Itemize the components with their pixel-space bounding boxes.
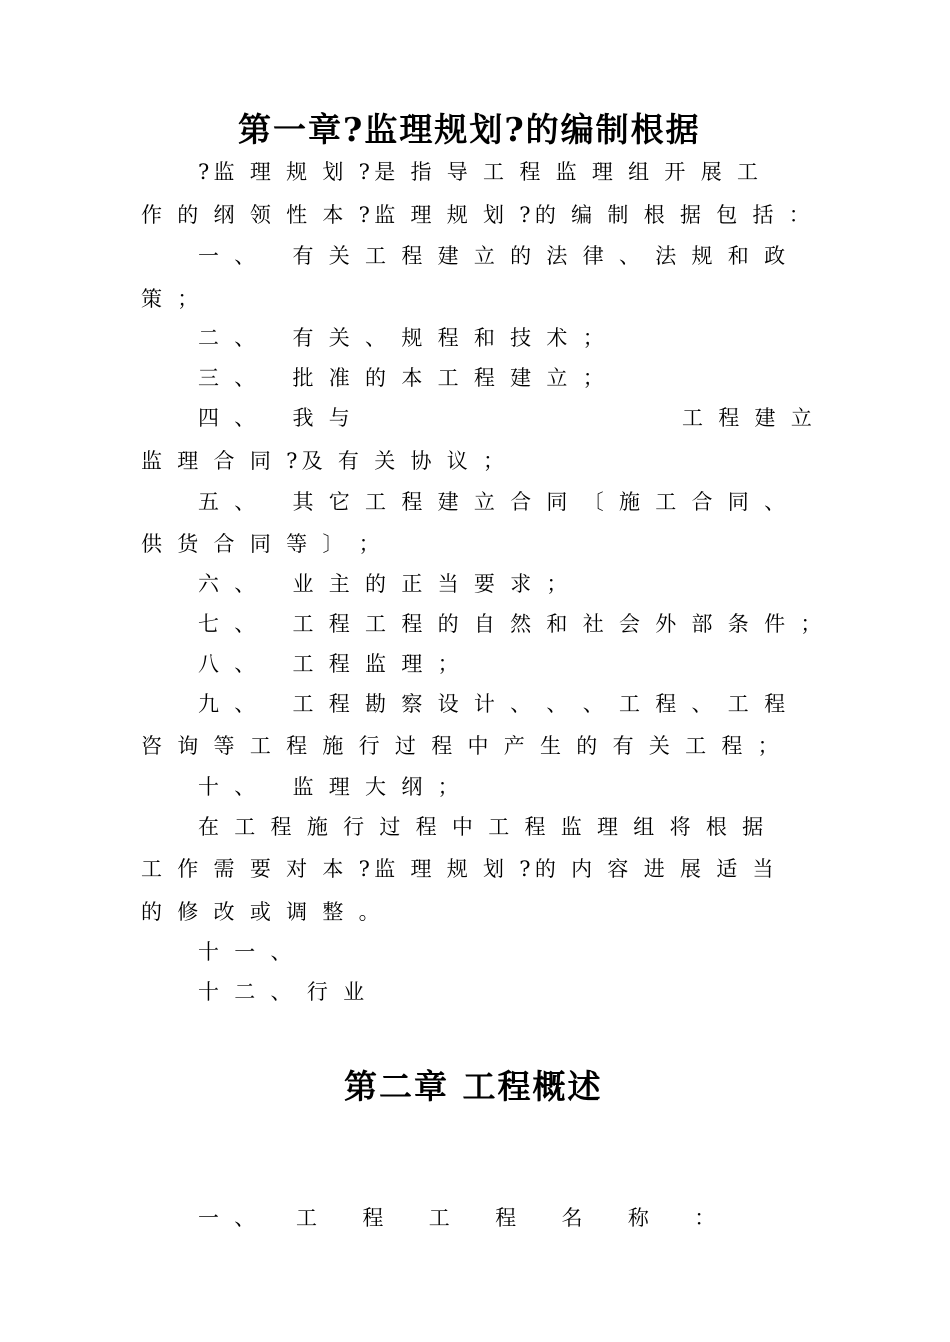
chapter-1-line: 四 、 我 与	[198, 406, 355, 430]
chapter-1-line: 六 、 业 主 的 正 当 要 求 ；	[198, 572, 572, 596]
chapter-1-line: 工 作 需 要 对 本 ?监 理 规 划 ?的 内 容 进 展 适 当	[141, 857, 778, 881]
chapter-1-line: 在 工 程 施 行 过 程 中 工 程 监 理 组 将 根 据	[198, 815, 768, 839]
chapter-1-line: 三 、 批 准 的 本 工 程 建 立 ；	[198, 366, 609, 390]
chapter-1-line: 作 的 纲 领 性 本 ?监 理 规 划 ?的 编 制 根 据 包 括 ：	[141, 203, 815, 227]
chapter-1-line: 咨 询 等 工 程 施 行 过 程 中 产 生 的 有 关 工 程 ；	[141, 734, 783, 758]
chapter-1-line: 工 程 建 立	[682, 406, 817, 430]
chapter-1-line: 八 、 工 程 监 理 ；	[198, 652, 463, 676]
chapter-1-line: 监 理 合 同 ?及 有 关 协 议 ；	[141, 449, 509, 473]
chapter-2-title: 第二章 工程概述	[344, 1067, 603, 1106]
chapter-2-line: 一 、	[198, 1206, 260, 1230]
chapter-1-line: 五 、 其 它 工 程 建 立 合 同 〔 施 工 合 同 、	[198, 490, 790, 514]
chapter-1-line: 二 、 有 关 、 规 程 和 技 术 ；	[198, 326, 609, 350]
chapter-1-line: 一 、 有 关 工 程 建 立 的 法 律 、 法 规 和 政	[198, 244, 790, 268]
chapter-1-line: ?监 理 规 划 ?是 指 导 工 程 监 理 组 开 展 工	[198, 160, 763, 184]
chapter-1-line: 十 二 、 行 业	[198, 980, 369, 1004]
chapter-1-line: 九 、 工 程 勘 察 设 计 、 、 、 工 程 、 工 程	[198, 692, 790, 716]
chapter-1-line: 供 货 合 同 等 〕 ；	[141, 532, 384, 556]
chapter-1-line: 的 修 改 或 调 整 。	[141, 900, 384, 924]
chapter-1-line: 十 、 监 理 大 纲 ；	[198, 775, 463, 799]
chapter-2-line: 工 程 工 程 名 称 ：	[296, 1206, 718, 1230]
chapter-1-line: 七 、 工 程 工 程 的 自 然 和 社 会 外 部 条 件 ；	[198, 612, 826, 636]
chapter-1-line: 十 一 、	[198, 940, 296, 964]
chapter-1-title: 第一章?监理规划?的编制根据	[238, 110, 701, 149]
chapter-1-line: 策 ；	[141, 287, 203, 311]
